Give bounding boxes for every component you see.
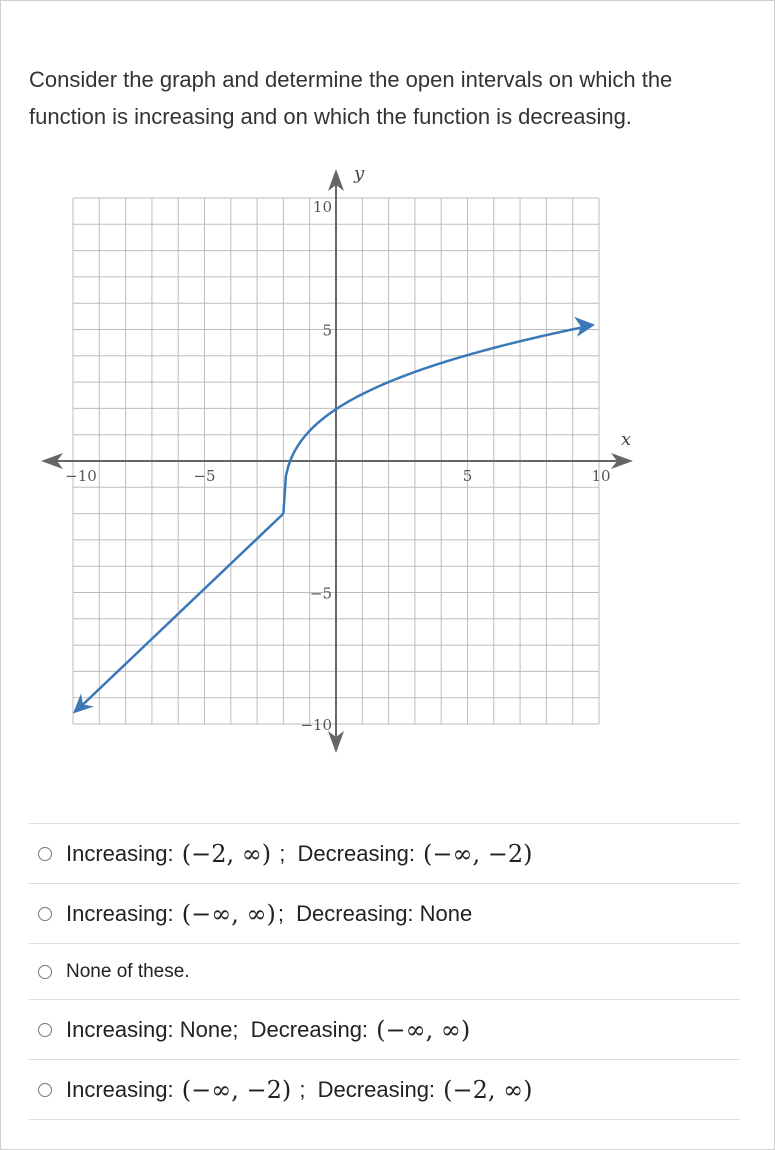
radio-button-4[interactable] — [38, 1023, 52, 1037]
graph-svg — [31, 161, 651, 761]
option-5[interactable] — [29, 1060, 740, 1120]
option-4-prefix: Increasing: None; Decreasing: — [66, 1016, 375, 1042]
y-tick-label: −5 — [309, 584, 332, 603]
option-2-prefix: Increasing: — [66, 900, 180, 926]
option-5-interval-b: (−2, ∞) — [443, 1075, 533, 1104]
option-4-interval-a: (−∞, ∞) — [376, 1015, 471, 1044]
x-tick-label: 5 — [462, 467, 473, 485]
radio-button-1[interactable] — [38, 847, 52, 861]
y-axis-label: y — [354, 163, 365, 184]
curve-linear-segment — [83, 514, 283, 705]
option-1-prefix: Increasing: — [66, 840, 180, 866]
y-tick-label: 5 — [322, 321, 332, 340]
y-tick-label: 10 — [312, 198, 332, 216]
x-tick-label: 10 — [591, 467, 611, 485]
question-line-1: Consider the graph and determine the open intervals on which the — [29, 67, 673, 92]
option-2-middle: ; Decreasing: None — [277, 900, 473, 926]
question-text — [29, 61, 749, 135]
function-graph — [31, 161, 651, 761]
x-tick-label: −5 — [193, 467, 216, 485]
radio-button-2[interactable] — [38, 907, 52, 921]
option-1-interval-b: (−∞, −2) — [423, 839, 533, 868]
answer-options — [29, 823, 740, 1120]
option-1-middle: ; Decreasing: — [273, 840, 422, 866]
option-5-middle: ; Decreasing: — [293, 1076, 442, 1102]
y-tick-label: −10 — [300, 716, 332, 734]
option-3[interactable] — [29, 944, 740, 1000]
option-2[interactable] — [29, 884, 740, 944]
x-axis-label: x — [621, 429, 632, 450]
radio-button-3[interactable] — [38, 965, 52, 979]
option-1[interactable] — [29, 824, 740, 884]
curve-right-arrowhead — [574, 317, 595, 337]
option-5-prefix: Increasing: — [66, 1076, 180, 1102]
option-3-text: None of these. — [66, 960, 190, 982]
option-2-interval-a: (−∞, ∞) — [181, 899, 276, 928]
option-5-interval-a: (−∞, −2) — [181, 1075, 292, 1104]
option-4[interactable] — [29, 1000, 740, 1060]
option-1-interval-a: (−2, ∞) — [181, 839, 272, 868]
radio-button-5[interactable] — [38, 1083, 52, 1097]
x-tick-label: −10 — [65, 467, 97, 485]
question-line-2: function is increasing and on which the function is decreasing. — [29, 104, 632, 129]
curve-root-segment — [283, 327, 583, 513]
